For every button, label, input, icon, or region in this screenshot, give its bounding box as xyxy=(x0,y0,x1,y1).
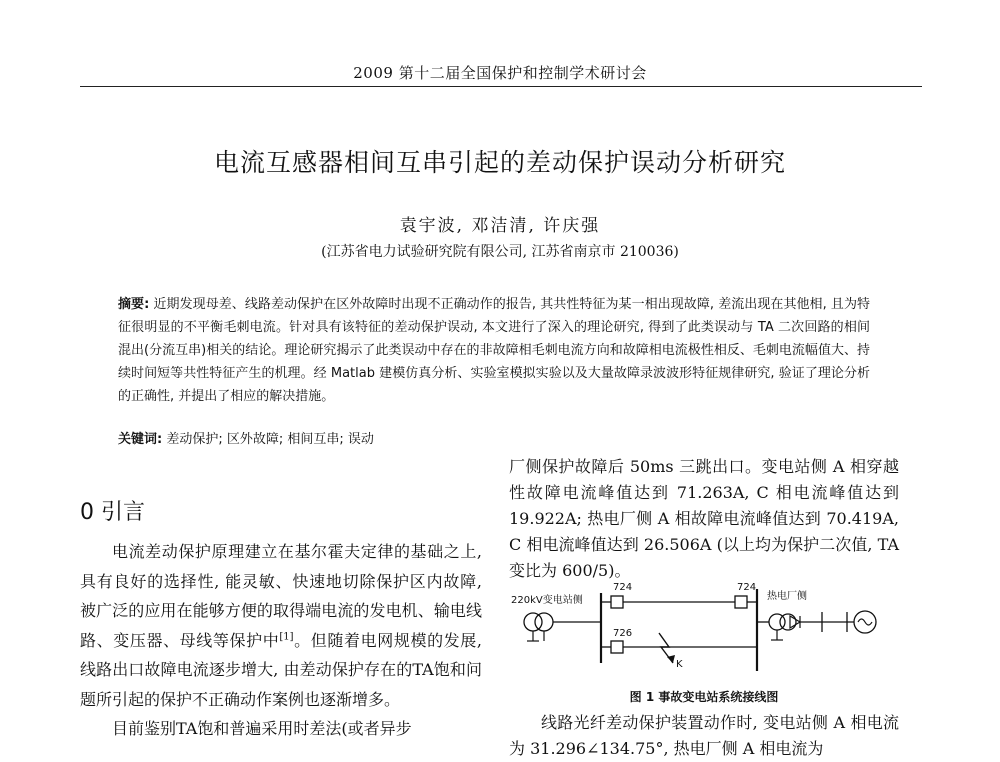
right-column-top xyxy=(509,454,899,584)
intro-paragraph-2: 目前鉴别TA饱和普遍采用时差法(或者异步 xyxy=(112,719,412,738)
paper-title: 电流互感器相间互串引起的差动保护误动分析研究 xyxy=(213,148,786,177)
citation-ref[interactable]: [1] xyxy=(279,631,294,643)
paper-affiliation: (江苏省电力试验研究院有限公司, 江苏省南京市 210036) xyxy=(321,244,679,260)
running-header: 2009 第十二届全国保护和控制学术研讨会 xyxy=(353,64,647,82)
fault-description-paragraph: 厂侧保护故障后 50ms 三跳出口。变电站侧 A 相穿越性故障电流峰值达到 71.263A, C 相电流峰值达到 19.922A; 热电厂侧 A 相故障电流峰值达到 70.419A, C 相电流峰值达到 26.506A (以上均为保护二次值, TA 变比为 600/5)。 xyxy=(509,457,899,580)
intro-paragraph-1-text: 电流差动保护原理建立在基尔霍夫定律的基础之上, 具有良好的选择性, 能灵敏、快速地切除保护区内故障, 被广泛的应用在能够方便的取得端电流的发电机、输电线路、变压器、母线等保护中 xyxy=(80,542,482,650)
diagram-label-724-right: 724 xyxy=(737,582,757,593)
diagram-label-724-left: 724 xyxy=(613,582,633,593)
diagram-label-726: 726 xyxy=(613,628,633,639)
breaker-726-icon xyxy=(611,641,623,653)
breaker-724-left-icon xyxy=(611,596,623,608)
breaker-724-right-icon xyxy=(735,596,747,608)
abstract-text: 近期发现母差、线路差动保护在区外故障时出现不正确动作的报告, 其共性特征为某一相出现故障, 差流出现在其他相, 且为特征很明显的不平衡毛刺电流。针对具有该特征的差动保护误动, 本文进行了深入的理论研究, 得到了此类误动与 TA 二次回路的相间混出(分流互串)相关的结论。理论研究揭示了此类误动中存在的非故障相毛刺电流方向和故障相电流极性相反、毛刺电流幅值大、持续时间短等共性特征产生的机理。经 Matlab 建模仿真分析、实验室模拟实验以及大量故障录波波形特征规律研究, 验证了理论分析的正确性, 并提出了相应的解决措施。 xyxy=(118,297,871,404)
abstract xyxy=(118,293,870,408)
intro-paragraph-1 xyxy=(80,537,482,714)
section-heading: 0 引言 xyxy=(80,500,145,525)
system-wiring-diagram xyxy=(509,575,899,685)
diagram-label-fault: K xyxy=(676,659,683,670)
diagram-label-substation: 220kV变电站侧 xyxy=(511,595,583,606)
keywords-text: 差动保护; 区外故障; 相间互串; 误动 xyxy=(166,432,374,447)
plant-transformer-icon xyxy=(780,614,796,630)
abstract-label: 摘要: xyxy=(118,297,150,312)
keywords-label: 关键词: xyxy=(118,432,163,447)
substation-transformer-icon xyxy=(524,613,542,631)
intro-paragraph-1-tail: 。但随着电网规模的发展, 线路出口故障电流逐步增大, 由差动保护存在的TA饱和问题所引起的保护不正确动作案例也逐渐增多。 xyxy=(80,630,482,709)
paper-authors: 袁宇波, 邓洁清, 许庆强 xyxy=(399,216,601,236)
left-column xyxy=(80,537,482,744)
figure-caption: 图 1 事故变电站系统接线图 xyxy=(629,690,779,704)
substation-transformer-icon xyxy=(535,613,553,631)
relay-action-paragraph: 线路光纤差动保护装置动作时, 变电站侧 A 相电流为 31.296∠134.75°, 热电厂侧 A 相电流为 xyxy=(509,713,899,758)
header-rule xyxy=(80,86,922,87)
right-column-bottom xyxy=(509,710,899,762)
keywords xyxy=(118,430,498,450)
diagram-label-plant: 热电厂侧 xyxy=(767,591,807,602)
